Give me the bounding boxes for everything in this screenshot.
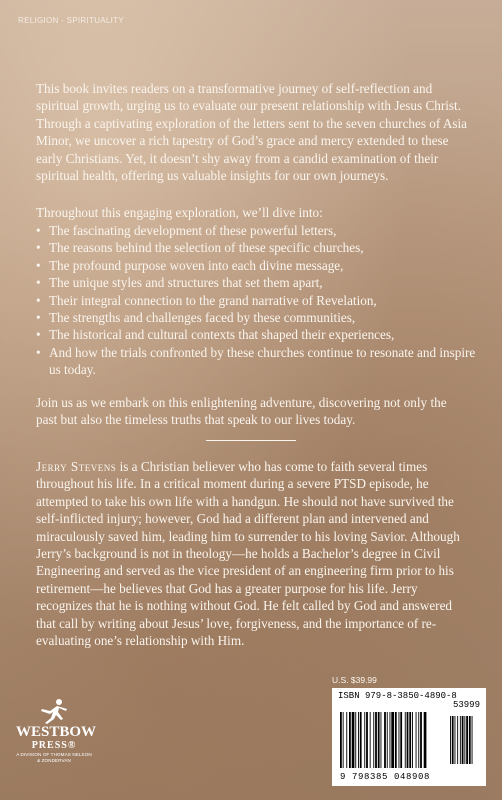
barcode-bar: [355, 712, 356, 768]
barcode-addon-bar: [452, 716, 454, 764]
author-bio: [36, 458, 468, 649]
closing-paragraph: Join us as we embark on this enlightening adventure, discovering not only the past but also the timeless truths that speak to our lives today.: [36, 395, 447, 428]
price-addon-code: 53999: [452, 700, 480, 710]
barcode-addon-bar: [472, 716, 473, 764]
barcode-icon: [340, 712, 478, 768]
section-divider: [206, 440, 296, 441]
barcode-bar: [375, 712, 377, 768]
barcode-bar: [358, 712, 359, 768]
list-item: • Their integral connection to the grand narrative of Revelation,: [36, 292, 476, 309]
list-item: • The reasons behind the selection of these specific churches,: [36, 239, 476, 256]
barcode-box: [332, 688, 486, 786]
barcode-bar: [390, 712, 391, 768]
barcode-bar: [387, 712, 388, 768]
barcode-bar: [412, 712, 413, 768]
barcode-bar: [364, 712, 365, 768]
barcode-bar: [340, 712, 342, 768]
intro-paragraph: This book invites readers on a transformative journey of self-reflection and spiritual growth, urging us to evaluate our present relationship with Jesus Christ. Through a captivating exploration of the letters sent to the seven churches of Asia Minor, we uncover a rich tapestry of God’s grace and mercy extended to these early Christians. Yet, it doesn’t shy away from a candid examination of their spiritual health, offering us valuable insights for our own journeys.: [36, 81, 468, 184]
publisher-logo: [16, 698, 97, 764]
list-lead: Throughout this engaging exploration, we’ll dive into:: [36, 205, 323, 220]
barcode-bar: [381, 712, 382, 768]
barcode-addon-bar: [450, 716, 451, 764]
list-item: • The profound purpose woven into each divine message,: [36, 257, 476, 274]
barcode-bar: [352, 712, 355, 768]
barcode-bar: [343, 712, 344, 768]
isbn-text: ISBN 979-8-3850-4890-8: [338, 691, 457, 701]
author-bio-text: is a Christian believer who has come to faith several times throughout his life. In a critical moment during a severe PTSD episode, he attempted to take his own life with a handgun. He should not have survived the self-inflicted injury; however, God had a different plan and intervened and miraculously saved him, leading him to surrender to his loving Savior. Although Jerry’s background is not in theology—he holds a Bachelor’s degree in Civil Engineering and served as the vice president of an engineering firm prior to his retirement—he believes that God has a greater purpose for his life. Jerry recognizes that he is nothing without God. He felt called by God and answered that call by writing about Jesus’ love, forgiveness, and the importance of re-evaluating one’s relationship with Him.: [36, 459, 460, 649]
barcode-bar: [395, 712, 397, 768]
barcode-bar: [384, 712, 386, 768]
list-item: • And how the trials confronted by these churches continue to resonate and inspire us today.: [36, 344, 476, 379]
ean-number: 9 798385 048908: [340, 772, 431, 782]
topic-list: [36, 222, 476, 379]
list-item: • The fascinating development of these powerful letters,: [36, 222, 476, 239]
barcode-bar: [391, 712, 394, 768]
author-name: Jerry Stevens: [36, 459, 117, 474]
genre-label: RELIGION - SPIRITUALITY: [18, 16, 125, 25]
publisher-press: PRESS®: [31, 740, 77, 751]
runner-figure-icon: [34, 698, 74, 724]
barcode-bar: [400, 712, 402, 768]
barcode-bar: [349, 712, 351, 768]
list-item: • The unique styles and structures that set them apart,: [36, 274, 476, 291]
barcode-addon-bar: [466, 716, 468, 764]
barcode-bar: [418, 712, 419, 768]
barcode-bar: [399, 712, 400, 768]
barcode-bar: [366, 712, 368, 768]
list-item: • The strengths and challenges faced by these communities,: [36, 309, 476, 326]
barcode-bar: [407, 712, 409, 768]
barcode-bar: [416, 712, 417, 768]
barcode-addon-bar: [469, 716, 471, 764]
barcode-addon-bar: [457, 716, 458, 764]
barcode-bar: [360, 712, 362, 768]
publisher-name: WESTBOW: [16, 724, 97, 740]
barcode-bar: [420, 712, 422, 768]
barcode-bar: [370, 712, 371, 768]
barcode-bar: [373, 712, 374, 768]
barcode-addon-bar: [462, 716, 464, 764]
barcode-bar: [346, 712, 347, 768]
list-item: • The historical and cultural contexts that shaped their experiences,: [36, 326, 476, 343]
barcode-addon-bar: [464, 716, 465, 764]
barcode-bar: [409, 712, 411, 768]
barcode-addon-bar: [460, 716, 461, 764]
barcode-bar: [405, 712, 406, 768]
barcode-bar: [378, 712, 380, 768]
price-label: U.S. $39.99: [332, 675, 377, 685]
publisher-division: A DIVISION OF THOMAS NELSON & ZONDERVAN: [16, 752, 92, 763]
barcode-bar: [424, 712, 427, 768]
barcode-addon-bar: [455, 716, 456, 764]
